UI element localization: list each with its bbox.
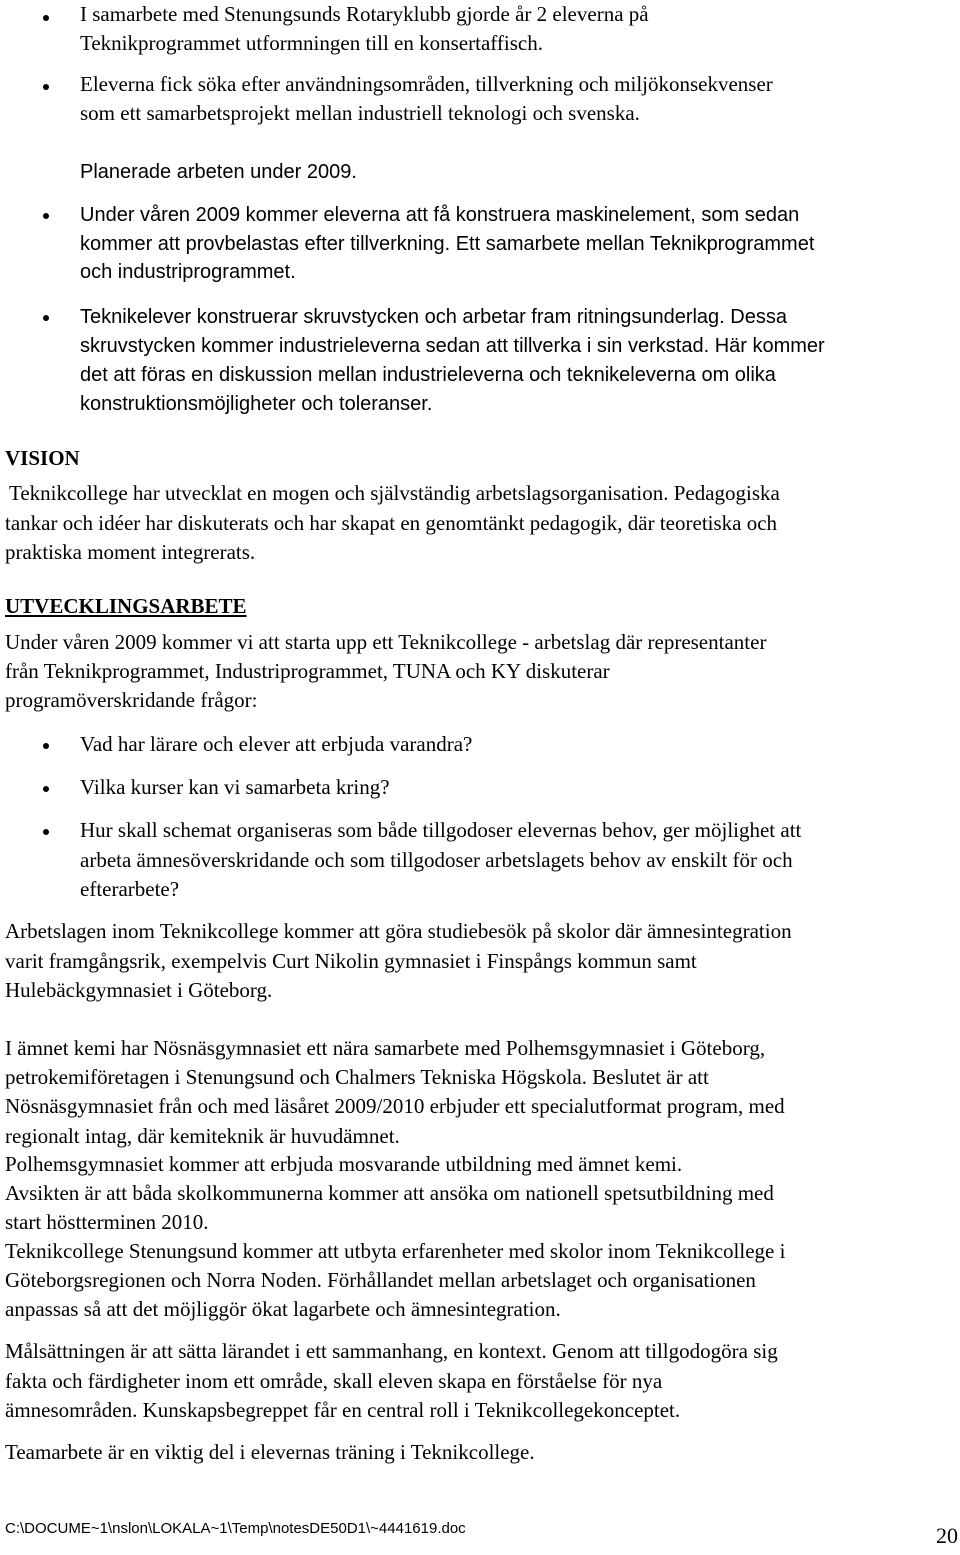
bullet-icon [43, 84, 49, 90]
text-line: efterarbete? [80, 877, 180, 901]
text-line: petrokemiföretagen i Stenungsund och Chalmers Tekniska Högskola. Beslutet är att [5, 1065, 709, 1089]
text-line: Teamarbete är en viktig del i elevernas träning i Teknikcollege. [5, 1440, 535, 1464]
text-line: konstruktionsmöjligheter och toleranser. [80, 393, 433, 415]
text-line: Avsikten är att båda skolkommunerna kommer att ansöka om nationell spetsutbildning med [5, 1181, 774, 1205]
development-heading: UTVECKLINGSARBETE [5, 594, 247, 618]
text-line: I samarbete med Stenungsunds Rotaryklubb gjorde år 2 eleverna på [80, 2, 649, 26]
text-line: programöverskridande frågor: [5, 688, 258, 712]
text-line: Eleverna fick söka efter användningsområden, tillverkning och miljökonsekvenser [80, 72, 773, 96]
text-line: varit framgångsrik, exempelvis Curt Nikolin gymnasiet i Finspångs kommun samt [5, 949, 697, 973]
text-line: Hur skall schemat organiseras som både tillgodoser elevernas behov, ger möjlighet att [80, 818, 802, 842]
text-line: Göteborgsregionen och Norra Noden. Förhållandet mellan arbetslaget och organisationen [5, 1268, 756, 1292]
planned-heading: Planerade arbeten under 2009. [80, 161, 357, 183]
text-line: Under våren 2009 kommer vi att starta upp ett Teknikcollege - arbetslag där representanter [5, 630, 767, 654]
text-line: skruvstycken kommer industrieleverna sedan att tillverka i sin verkstad. Här kommer [80, 335, 825, 357]
text-line: praktiska moment integrerats. [5, 540, 256, 564]
text-line: start höstterminen 2010. [5, 1210, 209, 1234]
text-line: Vad har lärare och elever att erbjuda varandra? [80, 732, 473, 756]
text-line: ämnesområden. Kunskapsbegreppet får en central roll i Teknikcollegekonceptet. [5, 1398, 681, 1422]
text-line: Arbetslagen inom Teknikcollege kommer att göra studiebesök på skolor där ämnesintegration [5, 919, 792, 943]
text-line: från Teknikprogrammet, Industriprogrammet, TUNA och KY diskuterar [5, 659, 610, 683]
bullet-icon [43, 315, 49, 321]
text-line: anpassas så att det möjliggör ökat lagarbete och ämnesintegration. [5, 1297, 561, 1321]
text-line: Teknikprogrammet utformningen till en konsertaffisch. [80, 31, 543, 55]
text-line: tankar och idéer har diskuterats och har skapat en genomtänkt pedagogik, där teoretiska och [5, 511, 778, 535]
text-line: Teknikcollege har utvecklat en mogen och självständig arbetslagsorganisation. Pedagogiska [9, 481, 780, 505]
text-line: fakta och färdigheter inom ett område, skall eleven skapa en förståelse för nya [5, 1369, 663, 1393]
text-line: Hulebäckgymnasiet i Göteborg. [5, 978, 273, 1002]
text-line: Teknikcollege Stenungsund kommer att utbyta erfarenheter med skolor inom Teknikcollege i [5, 1239, 786, 1263]
text-line: regionalt intag, där kemiteknik är huvudämnet. [5, 1124, 400, 1148]
text-line: Polhemsgymnasiet kommer att erbjuda mosvarande utbildning med ämnet kemi. [5, 1152, 683, 1176]
text-line: kommer att provbelastas efter tillverkning. Ett samarbete mellan Teknikprogrammet [80, 233, 815, 255]
page-number: 20 [936, 1523, 958, 1548]
text-line: som ett samarbetsprojekt mellan industriell teknologi och svenska. [80, 101, 640, 125]
text-line: och industriprogrammet. [80, 261, 296, 283]
text-line: det att föras en diskussion mellan industrieleverna och teknikeleverna om olika [80, 364, 776, 386]
text-line: Nösnäsgymnasiet från och med läsåret 2009/2010 erbjuder ett specialutformat program, med [5, 1094, 785, 1118]
text-line: Vilka kurser kan vi samarbeta kring? [80, 775, 390, 799]
bullet-icon [43, 15, 49, 21]
text-line: Under våren 2009 kommer eleverna att få konstruera maskinelement, som sedan [80, 204, 800, 226]
bullet-icon [43, 829, 49, 835]
text-line: I ämnet kemi har Nösnäsgymnasiet ett nära samarbete med Polhemsgymnasiet i Göteborg, [5, 1036, 766, 1060]
footer-file-path: C:\DOCUME~1\nslon\LOKALA~1\Temp\notesDE50D1\~4441619.doc [5, 1520, 466, 1537]
text-line: Teknikelever konstruerar skruvstycken och arbetar fram ritningsunderlag. Dessa [80, 306, 787, 328]
bullet-icon [43, 786, 49, 792]
bullet-icon [43, 743, 49, 749]
text-line: arbeta ämnesöverskridande och som tillgodoser arbetslagets behov av enskilt för och [80, 848, 793, 872]
bullet-icon [43, 213, 49, 219]
text-line: Målsättningen är att sätta lärandet i ett sammanhang, en kontext. Genom att tillgodogöra sig [5, 1339, 778, 1363]
vision-heading: VISION [5, 446, 80, 470]
